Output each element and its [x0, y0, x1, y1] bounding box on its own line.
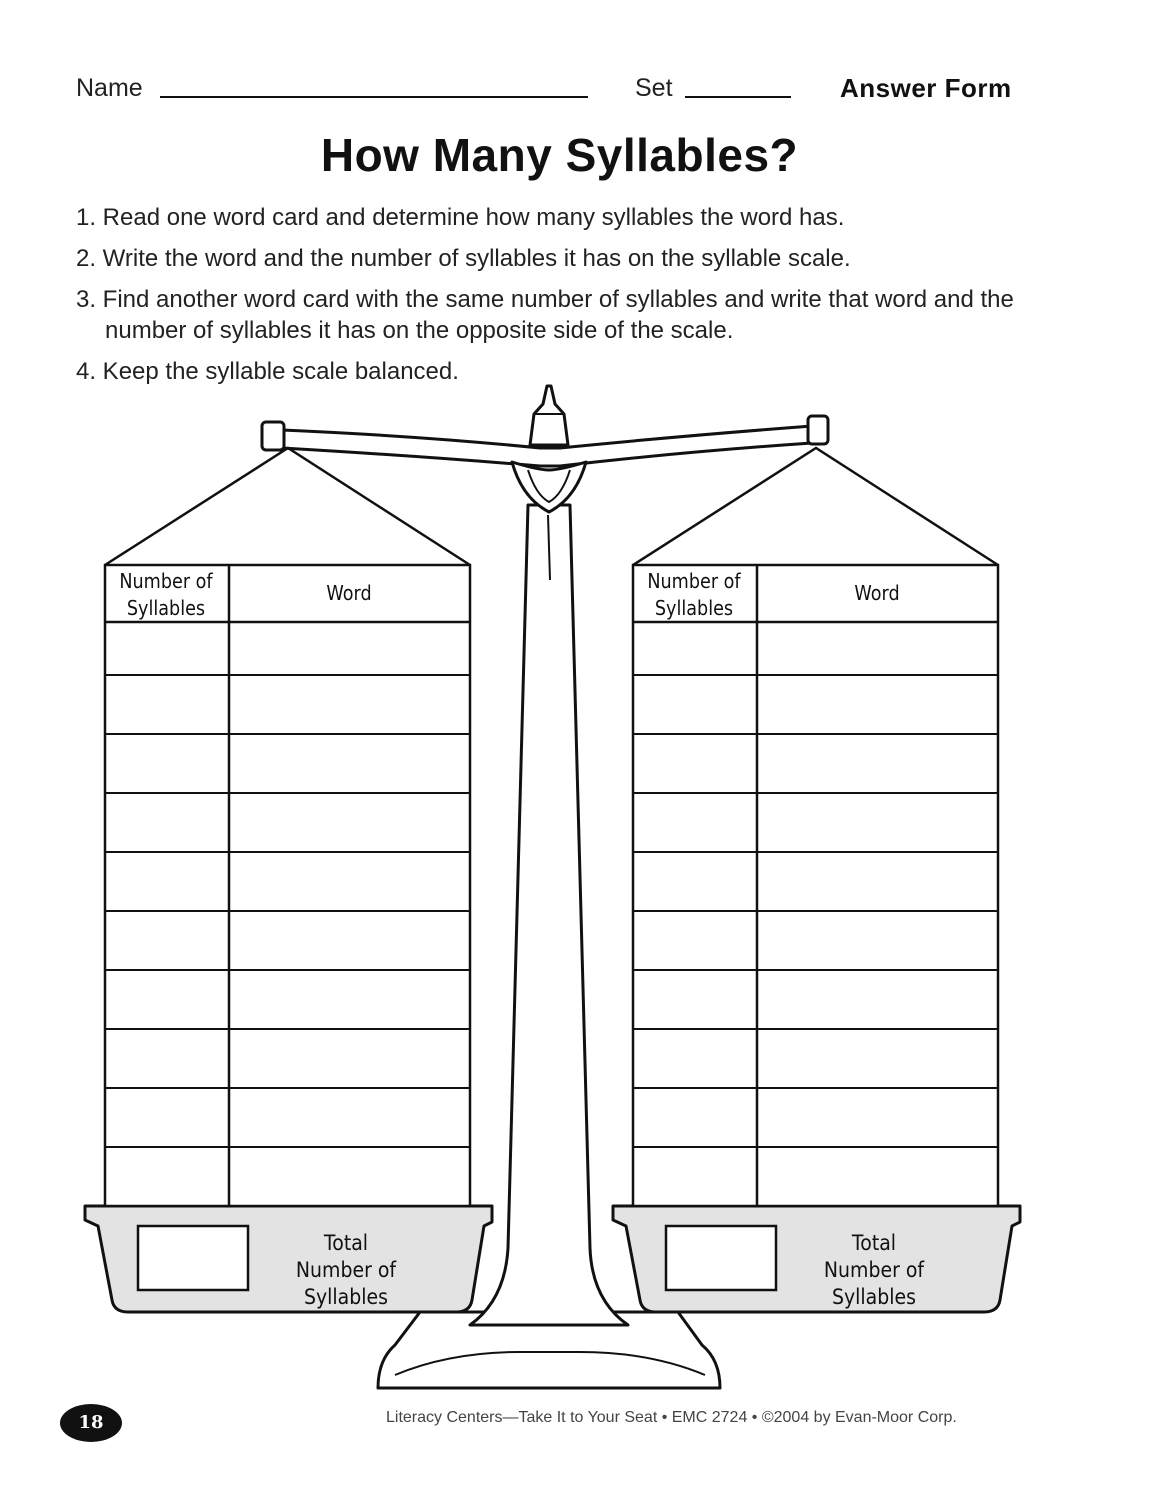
- left-syllables-cell[interactable]: [107, 972, 228, 1028]
- instruction-3: 3. Find another word card with the same number of syllables and write that word and the number of syllables it has on the opposite side of the scale.: [76, 286, 1014, 344]
- left-syllables-cell[interactable]: [107, 913, 228, 969]
- right-col-syllables-header: Number of Syllables: [647, 569, 741, 620]
- pivot-finial: [530, 386, 568, 445]
- left-syllables-cell[interactable]: [107, 854, 228, 910]
- table-row: [105, 736, 470, 794]
- left-word-cell[interactable]: [231, 736, 469, 792]
- right-syllable-table: [633, 565, 998, 1206]
- table-row: [105, 624, 470, 676]
- instruction-4: 4. Keep the syllable scale balanced.: [76, 358, 459, 385]
- beam-end-right: [808, 416, 828, 444]
- left-pan-strings: [105, 448, 470, 565]
- table-row: [633, 1090, 998, 1148]
- left-word-cell[interactable]: [231, 972, 469, 1028]
- right-word-cell[interactable]: [759, 1031, 997, 1087]
- instruction-1: 1. Read one word card and determine how many syllables the word has.: [76, 204, 845, 231]
- table-row: [633, 972, 998, 1030]
- right-total-box[interactable]: [666, 1226, 776, 1290]
- left-syllables-cell[interactable]: [107, 624, 228, 674]
- pivot-head: [512, 462, 586, 512]
- table-row: [633, 624, 998, 676]
- right-word-cell[interactable]: [759, 972, 997, 1028]
- table-row: [105, 795, 470, 853]
- table-row: [633, 736, 998, 794]
- right-word-cell[interactable]: [759, 1149, 997, 1205]
- table-row: [105, 854, 470, 912]
- right-syllables-cell[interactable]: [635, 972, 756, 1028]
- left-syllables-cell[interactable]: [107, 677, 228, 733]
- left-syllables-cell[interactable]: [107, 736, 228, 792]
- table-row: [105, 677, 470, 735]
- right-syllables-cell[interactable]: [635, 854, 756, 910]
- left-word-cell[interactable]: [231, 624, 469, 674]
- left-col-syllables-header: Number of Syllables: [119, 569, 213, 620]
- left-word-cell[interactable]: [231, 1149, 469, 1205]
- beam-end-left: [262, 422, 284, 450]
- right-word-cell[interactable]: [759, 913, 997, 969]
- set-label: Set: [635, 74, 673, 102]
- right-total-label: Total Number of Syllables: [823, 1231, 925, 1309]
- table-row: [633, 854, 998, 912]
- right-syllables-cell[interactable]: [635, 1149, 756, 1205]
- left-syllable-table: [105, 565, 470, 1206]
- left-word-cell[interactable]: [231, 1031, 469, 1087]
- left-syllables-cell[interactable]: [107, 795, 228, 851]
- right-col-word-header: Word: [854, 581, 900, 605]
- answer-form-label: Answer Form: [840, 73, 1012, 103]
- name-label: Name: [76, 74, 143, 102]
- left-word-cell[interactable]: [231, 677, 469, 733]
- right-syllables-cell[interactable]: [635, 795, 756, 851]
- table-row: [105, 1090, 470, 1148]
- right-word-cell[interactable]: [759, 854, 997, 910]
- left-col-word-header: Word: [326, 581, 372, 605]
- table-row: [635, 1149, 997, 1205]
- footer-credit: Literacy Centers—Take It to Your Seat • EMC 2724 • ©2004 by Evan-Moor Corp.: [386, 1409, 957, 1426]
- right-syllables-cell[interactable]: [635, 913, 756, 969]
- right-word-cell[interactable]: [759, 677, 997, 733]
- instruction-2: 2. Write the word and the number of syllables it has on the syllable scale.: [76, 245, 851, 272]
- page-title: How Many Syllables?: [320, 129, 799, 181]
- left-syllables-cell[interactable]: [107, 1090, 228, 1146]
- table-row: [107, 1149, 469, 1205]
- right-word-cell[interactable]: [759, 795, 997, 851]
- page-number-badge: 18: [60, 1404, 122, 1442]
- right-word-cell[interactable]: [759, 624, 997, 674]
- left-syllables-cell[interactable]: [107, 1149, 228, 1205]
- right-syllables-cell[interactable]: [635, 1090, 756, 1146]
- table-row: [105, 972, 470, 1030]
- left-word-cell[interactable]: [231, 854, 469, 910]
- left-word-cell[interactable]: [231, 913, 469, 969]
- table-row: [633, 913, 998, 971]
- right-syllables-cell[interactable]: [635, 677, 756, 733]
- left-word-cell[interactable]: [231, 795, 469, 851]
- left-syllables-cell[interactable]: [107, 1031, 228, 1087]
- table-row: [633, 1031, 998, 1089]
- right-syllables-cell[interactable]: [635, 1031, 756, 1087]
- right-pan-strings: [633, 448, 998, 565]
- table-row: [105, 913, 470, 971]
- left-total-label: Total Number of Syllables: [295, 1231, 397, 1309]
- table-row: [633, 677, 998, 735]
- left-word-cell[interactable]: [231, 1090, 469, 1146]
- table-row: [105, 1031, 470, 1089]
- right-word-cell[interactable]: [759, 736, 997, 792]
- right-syllables-cell[interactable]: [635, 624, 756, 674]
- scale-column: [470, 505, 628, 1325]
- table-row: [633, 795, 998, 853]
- right-syllables-cell[interactable]: [635, 736, 756, 792]
- right-word-cell[interactable]: [759, 1090, 997, 1146]
- left-total-box[interactable]: [138, 1226, 248, 1290]
